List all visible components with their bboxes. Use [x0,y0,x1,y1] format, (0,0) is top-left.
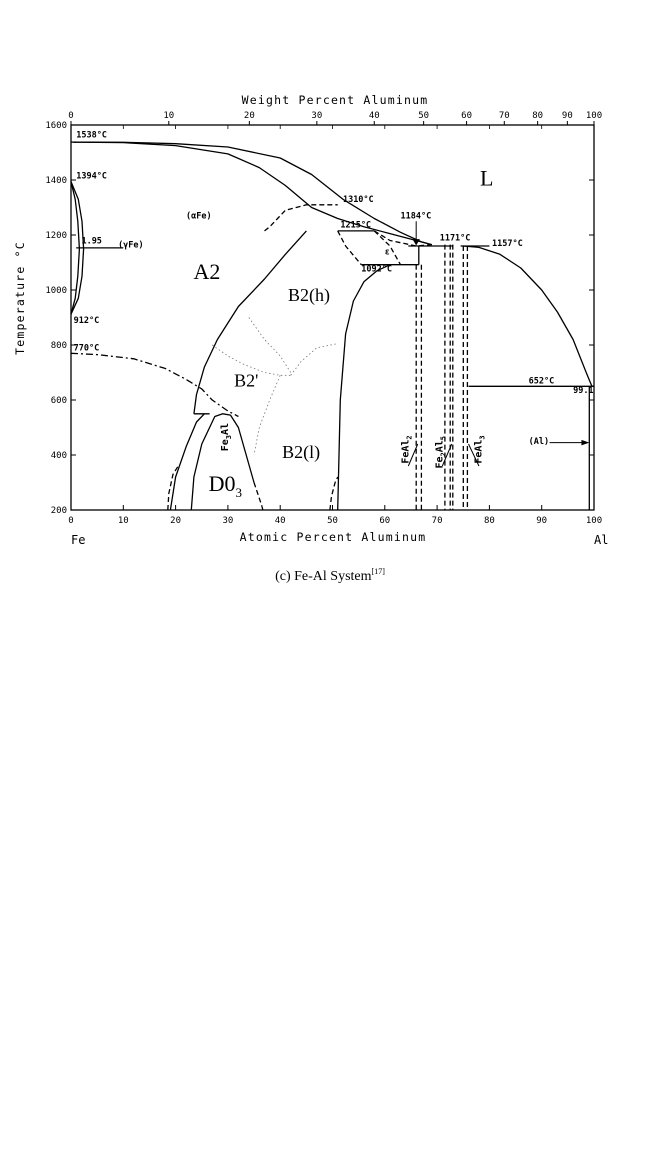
compound-text: Fe [434,456,446,469]
compound-text2: Al [219,422,231,436]
phase-label-sub: 3 [235,484,242,500]
phase-label-text: B2(l) [282,441,321,462]
x-tick-label: 40 [274,516,286,526]
y-axis-title: Temperature °C [13,241,27,355]
temperature-annotation: 1.95 [81,236,102,247]
phase-label [282,442,320,463]
compound-text: Fe [219,439,231,452]
temperature-annotation: 1215°C [340,220,372,231]
phase-boundary-dashed [338,231,362,265]
temperature-annotation: 652°C [528,376,555,387]
phase-label [288,285,330,306]
compound-sub1: 3 [224,435,233,440]
x2-tick-label: 0 [68,111,74,121]
temperature-annotation: 912°C [73,316,100,326]
phase-label-text: B2(h) [287,285,330,305]
phase-boundary-dashdot [71,353,238,416]
x2-tick-label: 10 [163,111,175,121]
temperature-annotation: (Al) [528,437,550,447]
x2-tick-label: 70 [498,111,510,121]
y-tick-label: 800 [50,341,67,351]
x2-tick-label: 100 [585,111,603,121]
temperature-annotation: 1538°C [76,130,107,141]
temperature-annotation: ε [384,247,390,258]
x-tick-label: 0 [68,516,74,526]
compound-text2: Al [434,440,446,453]
phase-label-text: B2' [234,370,259,391]
y-tick-label: 1600 [45,121,67,131]
x-tick-label: 60 [379,516,391,526]
y-tick-label: 1400 [45,176,67,186]
y-tick-label: 200 [50,506,67,516]
phase-boundary-dotted [249,318,291,373]
figure-caption [275,567,385,584]
caption-text: (c) Fe-Al System [275,569,372,584]
caption-ref: [17] [371,567,385,576]
temperature-annotation: 1184°C [400,211,432,222]
temperature-annotation: 1157°C [492,239,523,249]
temperature-annotation: 1394°C [76,171,107,182]
x2-tick-label: 90 [561,111,573,121]
x-tick-label: 20 [170,516,182,526]
phase-boundary-dashed [265,205,338,231]
x2-axis-title: Weight Percent Aluminum [241,93,429,107]
compound-label [474,435,487,463]
compound-text: FeAl [400,439,412,464]
phase-boundary-solid [338,265,390,510]
temperature-annotation: 1171°C [439,233,471,244]
temperature-annotation: 1092°C [361,264,392,275]
temperature-annotation: 770°C [73,343,100,354]
plot-frame [71,125,594,510]
y-tick-label: 600 [50,396,67,406]
phase-label [234,370,258,390]
compound-sub1: 2 [405,435,414,440]
x-tick-label: 50 [327,516,338,526]
phase-boundary-solid [74,142,432,245]
compound-text: FeAl [473,439,485,464]
y-tick-label: 1000 [45,286,67,296]
temperature-annotation: (αFe) [186,211,212,222]
al-arrowhead [581,440,589,446]
x-axis-title: Atomic Percent Aluminum [239,530,427,544]
compound-sub2: 5 [439,435,448,441]
temperature-annotation: 1310°C [342,195,374,205]
x2-tick-label: 20 [243,111,255,121]
x-tick-label: 30 [222,516,234,526]
right-endpoint-al: Al [594,533,609,547]
phase-label-text: A2 [193,259,221,284]
left-endpoint-fe: Fe [71,533,86,547]
eutectic-arrowhead [413,239,420,245]
phase-label [194,259,221,284]
compound-sub1: 2 [439,452,448,457]
x-tick-label: 100 [585,516,603,526]
x2-tick-label: 60 [461,111,473,121]
x-tick-label: 90 [536,516,548,526]
x2-tick-label: 80 [532,111,544,121]
phase-boundary-solid [170,414,204,510]
x-tick-label: 80 [483,516,495,526]
x2-tick-label: 40 [368,111,380,121]
compound-label [220,423,233,451]
y-tick-label: 1200 [45,231,67,241]
phase-boundary-solid [463,246,594,386]
phase-label [209,471,242,500]
compound-sub1: 3 [478,435,487,440]
phase-boundary-solid [74,142,427,243]
temperature-annotation: (γFe) [118,240,144,251]
phase-label [480,166,493,191]
phase-boundary-dashed [254,483,263,511]
temperature-annotation: 99.1 [573,386,594,397]
phase-boundary-dashed [330,477,338,510]
y-tick-label: 400 [50,451,67,461]
x2-tick-label: 30 [311,111,323,121]
x-tick-label: 70 [431,516,443,526]
phase-label-text: L [480,165,494,191]
x2-tick-label: 50 [418,111,430,121]
phase-boundary-dotted [291,344,338,376]
phase-label-text: D0 [208,470,236,496]
x-tick-label: 10 [117,516,129,526]
